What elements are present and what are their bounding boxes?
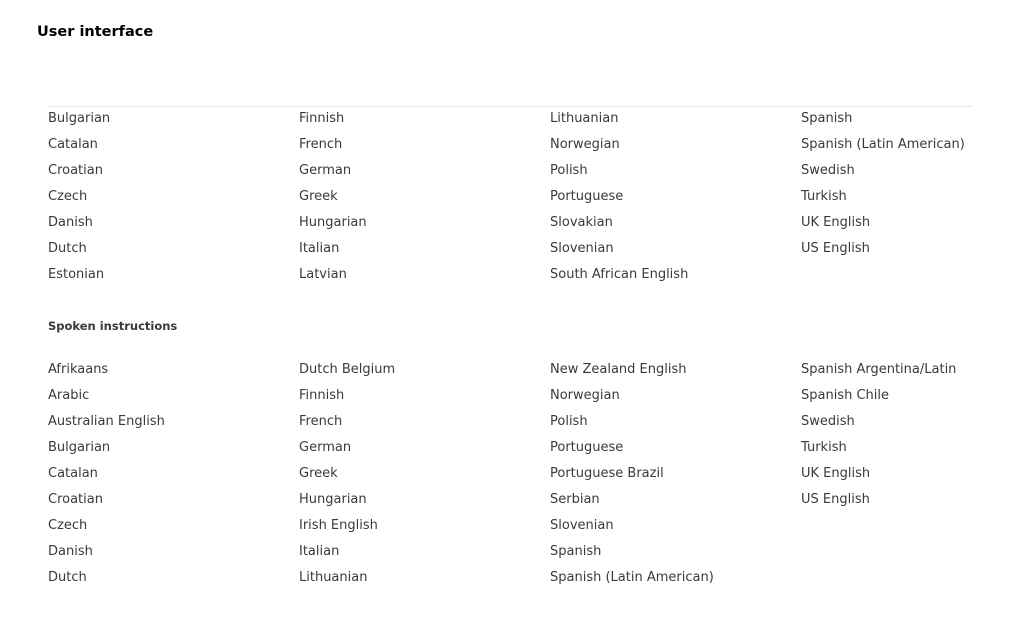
spoken-instructions-heading: Spoken instructions (48, 319, 178, 333)
spoken-language-list (48, 357, 1001, 591)
spoken-language-item: Turkish (801, 440, 847, 455)
spoken-language-item: Arabic (48, 388, 90, 403)
ui-language-item: Dutch (48, 241, 87, 256)
ui-language-item: Portuguese (550, 189, 624, 204)
ui-language-item: Catalan (48, 137, 98, 152)
ui-language-item: Greek (299, 189, 338, 204)
ui-language-item: Italian (299, 241, 340, 256)
spoken-language-item: Spanish (Latin American) (550, 570, 714, 585)
ui-language-item: Lithuanian (550, 111, 619, 126)
ui-language-item: Danish (48, 215, 93, 230)
spoken-language-item: Spanish (550, 544, 602, 559)
spoken-language-item: Swedish (801, 414, 855, 429)
ui-language-item: Latvian (299, 267, 347, 282)
ui-language-item: US English (801, 241, 870, 256)
spoken-language-item: German (299, 440, 352, 455)
spoken-language-item: Spanish Chile (801, 388, 890, 403)
spoken-language-item: Portuguese Brazil (550, 466, 664, 481)
ui-language-item: Spanish (Latin American) (801, 137, 965, 152)
spoken-language-item: Croatian (48, 492, 103, 507)
spoken-language-item: Lithuanian (299, 570, 368, 585)
ui-language-item: Hungarian (299, 215, 367, 230)
spoken-language-item: Catalan (48, 466, 98, 481)
page-title: User interface (37, 24, 154, 40)
ui-language-item: Norwegian (550, 137, 620, 152)
spoken-language-item: Greek (299, 466, 338, 481)
ui-language-item: Spanish (801, 111, 853, 126)
ui-language-item: UK English (801, 215, 871, 230)
spoken-language-item: US English (801, 492, 870, 507)
ui-language-item: Czech (48, 189, 88, 204)
spoken-language-item: Afrikaans (48, 362, 109, 377)
spoken-language-item: UK English (801, 466, 871, 481)
ui-language-item: German (299, 163, 352, 178)
ui-language-item: Finnish (299, 111, 345, 126)
ui-language-item: South African English (550, 267, 689, 282)
spoken-language-item: Irish English (299, 518, 378, 533)
spoken-language-item: Australian English (48, 414, 165, 429)
spoken-language-item: Bulgarian (48, 440, 111, 455)
spoken-language-item: Norwegian (550, 388, 620, 403)
ui-language-item: Croatian (48, 163, 103, 178)
spoken-language-item: Hungarian (299, 492, 367, 507)
ui-language-item: French (299, 137, 343, 152)
ui-language-item: Swedish (801, 163, 855, 178)
spoken-language-item: French (299, 414, 343, 429)
ui-language-item: Slovenian (550, 241, 614, 256)
spoken-language-item: Slovenian (550, 518, 614, 533)
spoken-language-item: Finnish (299, 388, 345, 403)
spoken-language-item: Polish (550, 414, 588, 429)
spoken-language-item: Serbian (550, 492, 600, 507)
ui-language-item: Polish (550, 163, 588, 178)
ui-language-list (48, 106, 1001, 288)
ui-language-item: Bulgarian (48, 111, 111, 126)
spoken-language-item: Portuguese (550, 440, 624, 455)
spoken-language-item: Czech (48, 518, 88, 533)
ui-language-item: Estonian (48, 267, 105, 282)
spoken-language-item: Spanish Argentina/Latin (801, 362, 957, 377)
ui-language-item: Turkish (801, 189, 847, 204)
spoken-language-item: Dutch Belgium (299, 362, 396, 377)
spoken-language-item: Dutch (48, 570, 87, 585)
spoken-language-item: Danish (48, 544, 93, 559)
spoken-language-item: Italian (299, 544, 340, 559)
ui-language-item: Slovakian (550, 215, 613, 230)
spoken-language-item: New Zealand English (550, 362, 687, 377)
